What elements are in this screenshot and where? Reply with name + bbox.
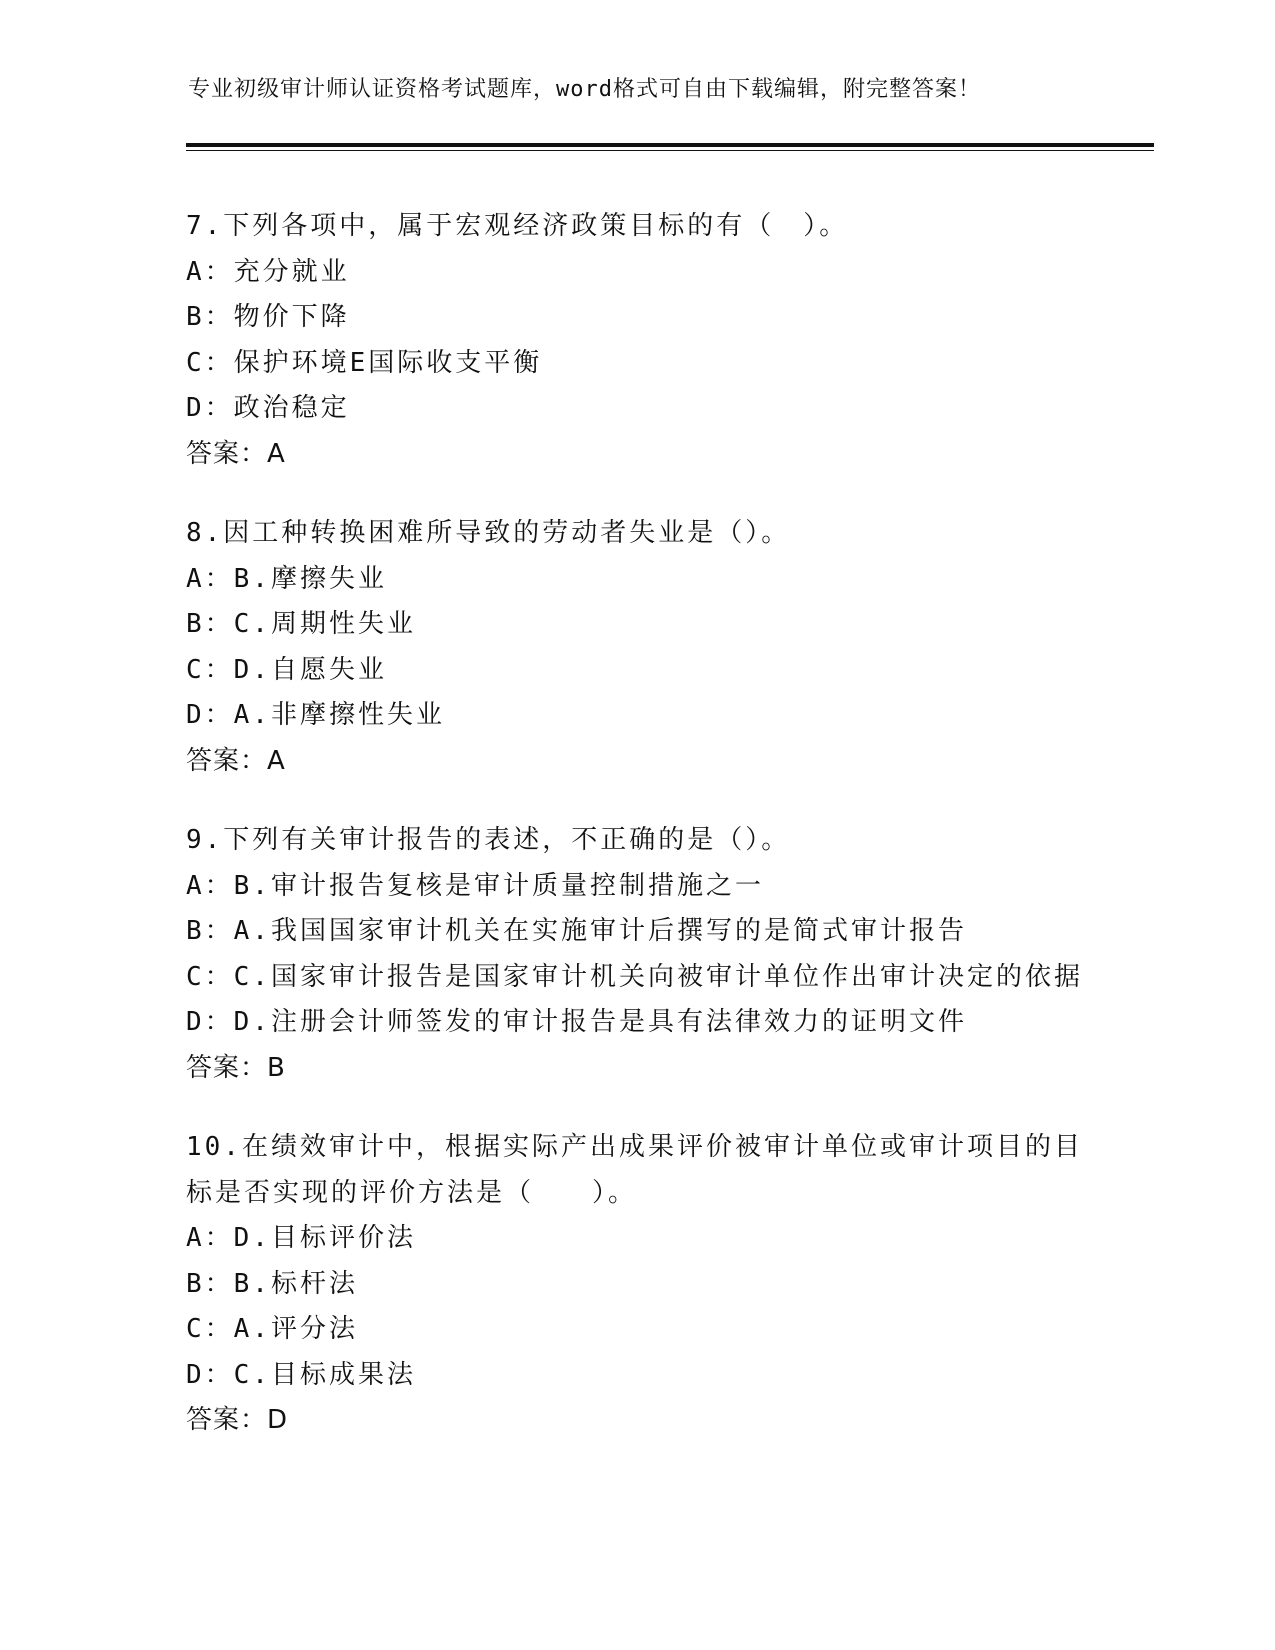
question-stem: 10.在绩效审计中，根据实际产出成果评价被审计单位或审计项目的目标是否实现的评价方法是（ ）。 — [186, 1132, 1083, 1208]
option-c: C：D.自愿失业 — [186, 654, 387, 685]
answer: 答案：D — [186, 1405, 289, 1435]
question-stem: 8.因工种转换困难所导致的劳动者失业是（）。 — [186, 518, 791, 548]
page-header: 专业初级审计师认证资格考试题库，word格式可自由下载编辑，附完整答案！ — [188, 77, 981, 102]
option-b: B：C.周期性失业 — [186, 609, 416, 639]
option-a: A：B.摩擦失业 — [186, 563, 387, 594]
option-a: A：D.目标评价法 — [186, 1223, 416, 1253]
question-7 — [186, 204, 1086, 477]
option-b: B：A.我国国家审计机关在实施审计后撰写的是简式审计报告 — [186, 916, 967, 946]
option-c: C：C.国家审计报告是国家审计机关向被审计单位作出审计决定的依据 — [186, 961, 1083, 992]
option-d: D：D.注册会计师签发的审计报告是具有法律效力的证明文件 — [186, 1007, 967, 1037]
question-8 — [186, 511, 1086, 784]
answer: 答案：B — [186, 1052, 286, 1083]
answer: 答案：A — [186, 745, 286, 776]
option-d: D：政治稳定 — [186, 393, 350, 423]
answer: 答案：A — [186, 438, 286, 469]
option-a: A：充分就业 — [186, 256, 350, 287]
option-a: A：B.审计报告复核是审计质量控制措施之一 — [186, 870, 764, 901]
option-d: D：C.目标成果法 — [186, 1359, 416, 1390]
question-10 — [186, 1125, 1086, 1444]
option-b: B：物价下降 — [186, 302, 350, 332]
question-stem: 7.下列各项中，属于宏观经济政策目标的有（ ）。 — [186, 211, 849, 241]
header-divider-thin — [186, 150, 1154, 151]
header-divider-thick — [186, 143, 1154, 147]
question-list — [186, 204, 1086, 1478]
option-b: B：B.标杆法 — [186, 1268, 358, 1299]
option-c: C：A.评分法 — [186, 1314, 358, 1344]
option-d: D：A.非摩擦性失业 — [186, 700, 445, 730]
question-stem: 9.下列有关审计报告的表述，不正确的是（）。 — [186, 825, 791, 855]
question-9 — [186, 818, 1086, 1091]
option-c: C：保护环境E国际收支平衡 — [186, 347, 543, 378]
